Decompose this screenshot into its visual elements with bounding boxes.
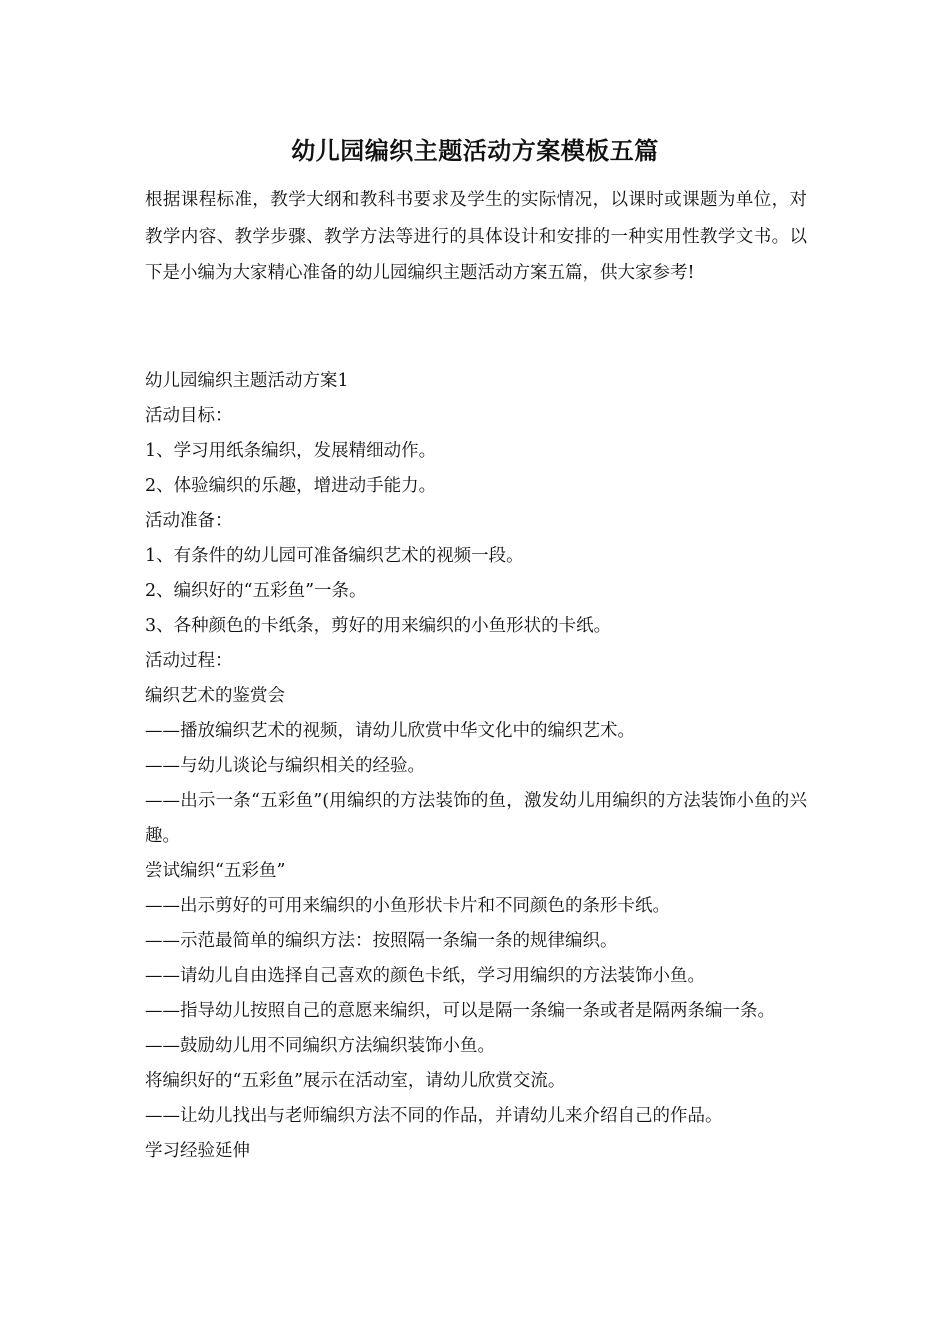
subheading-goals: 活动目标： xyxy=(145,406,233,426)
body-line: ——出示剪好的可用来编织的小鱼形状卡片和不同颜色的条形卡纸。 xyxy=(145,896,670,916)
section-heading: 幼儿园编织主题活动方案1 xyxy=(145,371,349,391)
body-line: 尝试编织“五彩鱼” xyxy=(145,861,286,881)
document-title: 幼儿园编织主题活动方案模板五篇 xyxy=(291,136,659,165)
body-line: ——与幼儿谈论与编织相关的经验。 xyxy=(145,756,425,776)
body-line: 3、各种颜色的卡纸条，剪好的用来编织的小鱼形状的卡纸。 xyxy=(145,616,612,636)
document-body xyxy=(145,364,807,1169)
subheading-process: 活动过程： xyxy=(145,651,233,671)
subheading-preparation: 活动准备： xyxy=(145,511,233,531)
body-line: ——让幼儿找出与老师编织方法不同的作品，并请幼儿来介绍自己的作品。 xyxy=(145,1106,723,1126)
body-line: 将编织好的“五彩鱼”展示在活动室，请幼儿欣赏交流。 xyxy=(145,1071,566,1091)
body-line: 1、有条件的幼儿园可准备编织艺术的视频一段。 xyxy=(145,546,524,566)
body-line: ——播放编织艺术的视频，请幼儿欣赏中华文化中的编织艺术。 xyxy=(145,721,635,741)
body-line: ——鼓励幼儿用不同编织方法编织装饰小鱼。 xyxy=(145,1036,495,1056)
body-line: ——示范最简单的编织方法：按照隔一条编一条的规律编织。 xyxy=(145,931,618,951)
body-line: ——出示一条“五彩鱼”(用编织的方法装饰的鱼，激发幼儿用编织的方法装饰小鱼的兴趣。 xyxy=(145,791,807,846)
body-line: 2、编织好的“五彩鱼”一条。 xyxy=(145,581,367,601)
body-line: 编织艺术的鉴赏会 xyxy=(145,686,285,706)
intro-paragraph: 根据课程标准，教学大纲和教科书要求及学生的实际情况，以课时或课题为单位，对教学内容、教学步骤、教学方法等进行的具体设计和安排的一种实用性教学文书。以下是小编为大家精心准备的幼儿园编织主题活动方案五篇，供大家参考! xyxy=(145,190,807,283)
body-line: 1、学习用纸条编织，发展精细动作。 xyxy=(145,441,437,461)
body-line: 2、体验编织的乐趣，增进动手能力。 xyxy=(145,476,437,496)
body-line: 学习经验延伸 xyxy=(145,1141,250,1161)
body-line: ——指导幼儿按照自己的意愿来编织，可以是隔一条编一条或者是隔两条编一条。 xyxy=(145,1001,775,1021)
body-line: ——请幼儿自由选择自己喜欢的颜色卡纸，学习用编织的方法装饰小鱼。 xyxy=(145,966,705,986)
